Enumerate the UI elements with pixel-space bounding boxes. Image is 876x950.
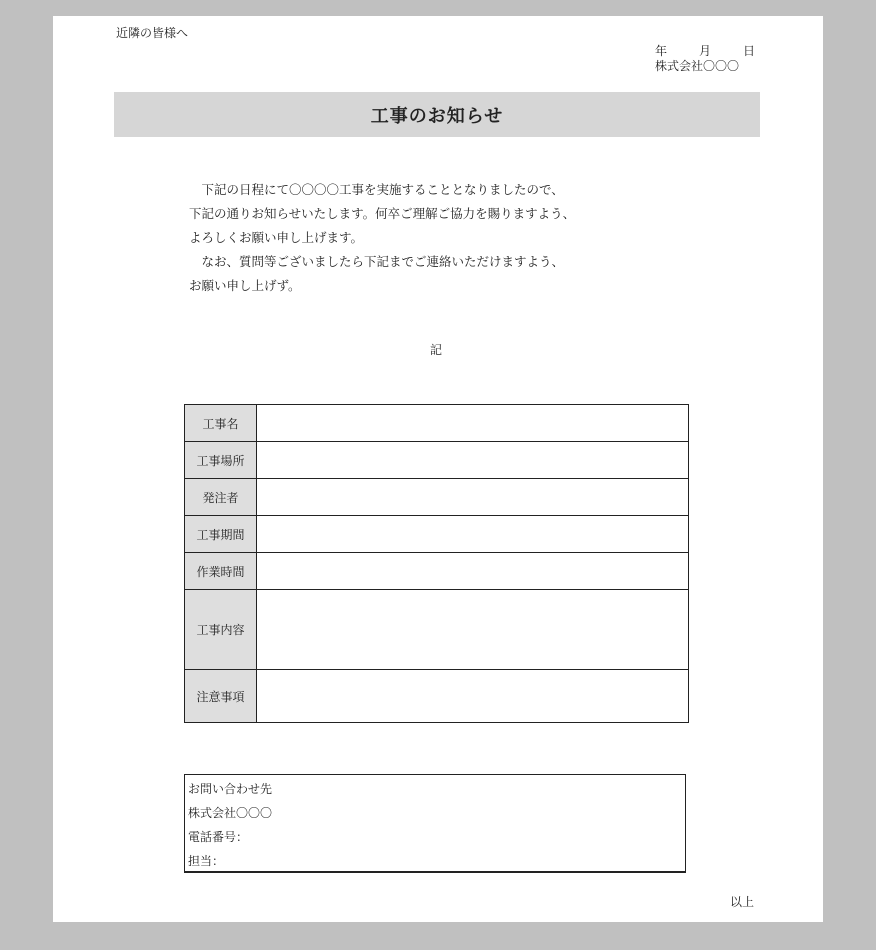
table-row	[185, 442, 689, 479]
row-value	[257, 442, 689, 479]
closing-ijou: 以上	[730, 895, 755, 909]
date-year: 年	[655, 44, 668, 58]
row-value	[257, 479, 689, 516]
row-value	[257, 590, 689, 670]
row-label: 作業時間	[185, 553, 257, 590]
row-label: 工事内容	[185, 590, 257, 670]
row-value	[257, 516, 689, 553]
contact-person: 担当：	[188, 854, 225, 868]
contact-company: 株式会社〇〇〇	[188, 806, 273, 820]
table-row	[185, 670, 689, 723]
row-value	[257, 670, 689, 723]
row-value	[257, 553, 689, 590]
row-label: 注意事項	[185, 670, 257, 723]
document-page	[53, 16, 823, 922]
body-line: お願い申し上げず。	[189, 278, 301, 293]
construction-info-table	[184, 404, 689, 723]
document-title-band	[114, 92, 760, 137]
contact-heading: お問い合わせ先	[188, 782, 273, 796]
body-line: よろしくお願い申し上げます。	[189, 230, 364, 245]
document-title: 工事のお知らせ	[370, 105, 504, 127]
table-row	[185, 590, 689, 670]
row-label: 工事期間	[185, 516, 257, 553]
row-label: 発注者	[185, 479, 257, 516]
row-label: 工事名	[185, 405, 257, 442]
body-paragraph	[189, 178, 575, 298]
date-month: 月	[698, 44, 711, 58]
row-label: 工事場所	[185, 442, 257, 479]
issuer-company: 株式会社〇〇〇	[655, 59, 740, 73]
ki-heading: 記	[430, 343, 443, 357]
body-line: 下記の日程にて〇〇〇〇工事を実施することとなりましたので、	[189, 182, 564, 197]
contact-box	[184, 774, 686, 873]
table-row	[185, 405, 689, 442]
body-line: 下記の通りお知らせいたします。何卒ご理解ご協力を賜りますよう、	[189, 206, 576, 221]
table-row	[185, 516, 689, 553]
contact-phone: 電話番号：	[188, 830, 249, 844]
table-row	[185, 479, 689, 516]
row-value	[257, 405, 689, 442]
date-day: 日	[742, 44, 755, 58]
body-line: なお、質問等ございましたら下記までご連絡いただけますよう、	[189, 254, 565, 269]
recipient-line: 近隣の皆様へ	[116, 26, 189, 40]
table-row	[185, 553, 689, 590]
